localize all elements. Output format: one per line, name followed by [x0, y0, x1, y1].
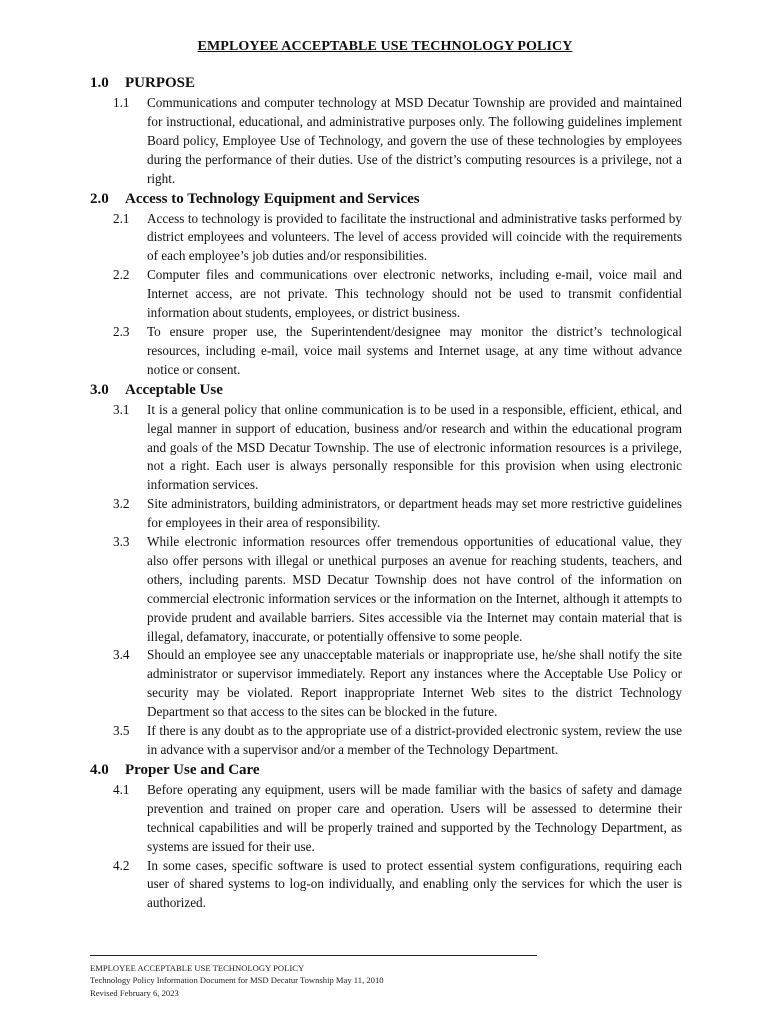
footer-divider	[90, 955, 537, 956]
section-number: 2.0	[90, 190, 109, 207]
policy-item	[90, 495, 682, 533]
policy-section	[90, 190, 682, 380]
item-number: 3.1	[113, 401, 130, 417]
document-body	[90, 73, 682, 913]
item-number: 2.3	[113, 323, 130, 339]
policy-section	[90, 74, 682, 189]
section-heading	[90, 190, 682, 208]
item-number: 3.4	[113, 647, 130, 663]
policy-item	[90, 857, 682, 914]
item-text: If there is any doubt as to the appropriate use of a district-provided electronic system, review the use in advance with a supervisor and/or a member of the Technology Department.	[147, 723, 682, 757]
item-number: 3.5	[113, 723, 130, 739]
footer-revision: Revised February 6, 2023	[90, 987, 179, 998]
section-number: 3.0	[90, 381, 109, 398]
document-title: EMPLOYEE ACCEPTABLE USE TECHNOLOGY POLICY	[197, 39, 573, 54]
policy-section	[90, 761, 682, 913]
section-title: Proper Use and Care	[125, 761, 260, 778]
item-number: 3.2	[113, 496, 130, 512]
policy-item	[90, 94, 682, 189]
item-text: To ensure proper use, the Superintendent/designee may monitor the district’s technological resources, including e-mail, voice mail systems and Internet usage, at any time without advance notice or consent.	[147, 323, 682, 377]
section-heading	[90, 381, 682, 399]
section-heading	[90, 761, 682, 779]
policy-item	[90, 266, 682, 323]
footer-title: EMPLOYEE ACCEPTABLE USE TECHNOLOGY POLICY	[90, 963, 305, 973]
footer-document-info: Technology Policy Information Document for MSD Decatur Township May 11, 2010	[90, 975, 384, 986]
section-title: Access to Technology Equipment and Services	[125, 190, 420, 207]
item-text: In some cases, specific software is used to protect essential system configurations, requiring each user of shared systems to log-on individually, and enabling only the services for which the user is authorized.	[147, 857, 682, 911]
section-heading	[90, 74, 682, 92]
policy-item	[90, 323, 682, 380]
policy-item	[90, 533, 682, 646]
item-text: Before operating any equipment, users will be made familiar with the basics of safety and damage prevention and trained on proper care and operation. Users will be assessed to determine their technical capabilities and will be properly trained and supported by the Technology Department, as systems are issued for their use.	[147, 781, 682, 854]
section-number: 4.0	[90, 761, 109, 778]
item-number: 3.3	[113, 534, 130, 550]
policy-item	[90, 722, 682, 760]
item-number: 4.2	[113, 857, 130, 873]
item-number: 4.1	[113, 781, 130, 797]
policy-item	[90, 781, 682, 857]
policy-item	[90, 210, 682, 267]
item-text: Access to technology is provided to facilitate the instructional and administrative tasks performed by district employees and volunteers. The level of access provided will coincide with the requirements of each employee’s job duties and/or responsibilities.	[147, 210, 682, 264]
item-text: Site administrators, building administrators, or department heads may set more restrictive guidelines for employees in their area of responsibility.	[147, 496, 682, 531]
item-number: 2.2	[113, 267, 130, 283]
item-number: 1.1	[113, 95, 130, 110]
item-text: It is a general policy that online communication is to be used in a responsible, efficient, ethical, and legal manner in support of education, business and/or research and within the educational program and goals of the MSD Decatur Township. The use of electronic information resources is a privilege, not a right. Each user is always personally responsible for this provision when using electronic information services.	[147, 401, 682, 493]
item-text: Communications and computer technology at MSD Decatur Township are provided and maintained for instructional, educational, and administrative purposes only. The following guidelines implement Board policy, Employee Use of Technology, and govern the use of these technologies by employees during the performance of their duties. Use of the district’s computing resources is a privilege, not a right.	[147, 95, 682, 186]
item-text: Computer files and communications over electronic networks, including e-mail, voice mail and Internet access, are not private. This technology should not be used to transmit confidential information about students, employees, or district business.	[147, 267, 682, 321]
item-text: While electronic information resources offer tremendous opportunities of educational value, they also offer persons with illegal or unethical purposes an avenue for reaching students, teachers, and others, including parents. MSD Decatur Township does not have control of the information on commercial electronic information services or the information on the Internet, although it attempts to provide prudent and available barriers. Sites accessible via the Internet may contain material that is illegal, defamatory, inaccurate, or potentially offensive to some people.	[147, 534, 682, 644]
page-footer	[90, 955, 537, 999]
section-title: PURPOSE	[125, 75, 196, 91]
policy-item	[90, 401, 682, 496]
item-text: Should an employee see any unacceptable materials or inappropriate use, he/she shall notify the site administrator or supervisor immediately. Report any instances where the Acceptable Use Policy or security may be violated. Report inappropriate Internet Web sites to the district Technology Department so that access to the sites can be blocked in the future.	[147, 647, 682, 720]
policy-section	[90, 381, 682, 760]
item-number: 2.1	[113, 210, 130, 226]
section-title: Acceptable Use	[125, 381, 223, 398]
section-number: 1.0	[90, 75, 109, 91]
policy-item	[90, 646, 682, 722]
